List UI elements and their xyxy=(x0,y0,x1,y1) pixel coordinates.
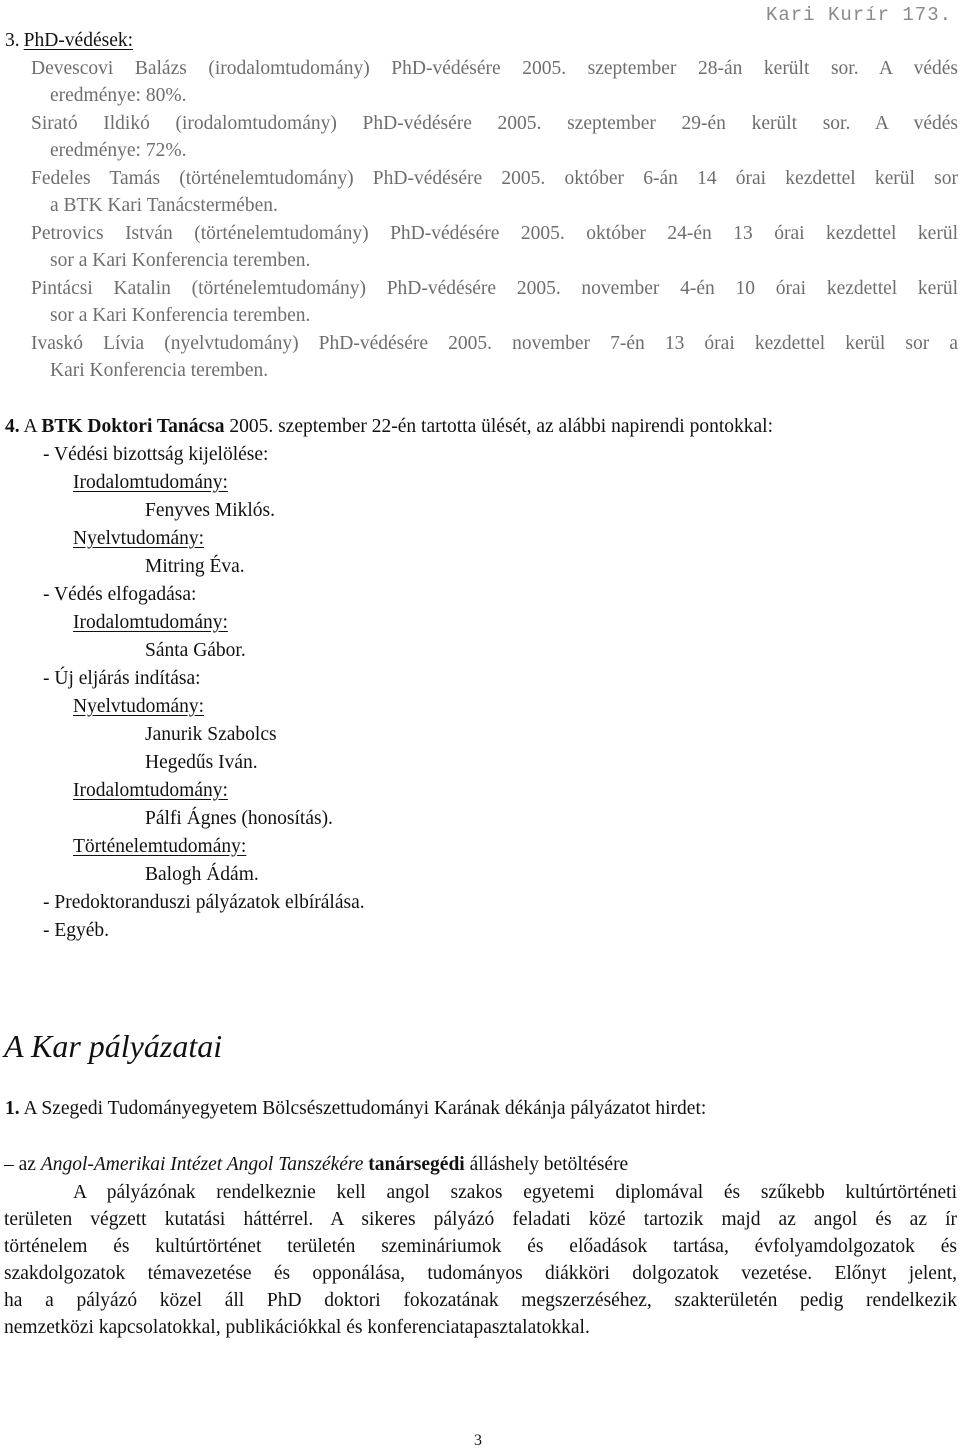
paragraph-line xyxy=(4,1314,590,1341)
defense-entry-line: Devescovi Balázs (irodalomtudomány) PhD-védésére 2005. szeptember 28-án került sor. A védés xyxy=(31,58,958,79)
position-suffix: álláshely betöltésére xyxy=(469,1154,629,1175)
section-4-heading xyxy=(5,413,773,440)
defense-entry-continuation: sor a Kari Konferencia teremben. xyxy=(50,305,311,326)
agenda-name: Fenyves Miklós. xyxy=(145,500,276,521)
section-4-bold-title: BTK Doktori Tanácsa xyxy=(41,416,225,437)
paragraph-line-text: nemzetközi kapcsolatokkal, publikációkkal és konferenciatapasztalatokkal. xyxy=(4,1317,590,1338)
defense-entry xyxy=(31,110,958,137)
agenda-field: Nyelvtudomány: xyxy=(73,528,205,549)
paragraph-line xyxy=(4,1206,957,1233)
defense-entry xyxy=(31,220,958,247)
agenda-name: Pálfi Ágnes (honosítás). xyxy=(145,808,333,829)
section-4-lead: A xyxy=(23,416,37,437)
agenda-item: - Védési bizottság kijelölése: xyxy=(43,444,269,465)
defense-entry-continuation: eredménye: 72%. xyxy=(50,140,187,161)
running-header: Kari Kurír 173. xyxy=(765,4,952,26)
agenda-name: Balogh Ádám. xyxy=(145,864,259,885)
paragraph-line xyxy=(73,1179,957,1206)
paragraph-line-text: ha a pályázó közel áll PhD doktori fokozatának megszerzéséhez, szakterületén pedig rendelkezik xyxy=(4,1290,957,1311)
call-intro-text: A Szegedi Tudományegyetem Bölcsészettudományi Karának dékánja pályázatot hirdet: xyxy=(23,1098,707,1119)
agenda-name: Mitring Éva. xyxy=(145,556,245,577)
agenda-name: Hegedűs Iván. xyxy=(145,752,258,773)
defense-entry-continuation: eredménye: 80%. xyxy=(50,85,187,106)
agenda-field: Nyelvtudomány: xyxy=(73,696,205,717)
agenda-item: - Predoktoranduszi pályázatok elbírálása. xyxy=(43,892,365,913)
paragraph-line-text: szakdolgozatok témavezetése és opponálása, tudományos diákköri dolgozatok vezetése. Előnyt jelent, xyxy=(4,1263,957,1284)
agenda-name: Janurik Szabolcs xyxy=(145,724,277,745)
agenda-item: - Védés elfogadása: xyxy=(43,584,197,605)
defense-entry-line: Fedeles Tamás (történelemtudomány) PhD-védésére 2005. október 6-án 14 órai kezdettel kerül sor xyxy=(31,168,958,189)
defense-entry-line: Ivaskó Lívia (nyelvtudomány) PhD-védésére 2005. november 7-én 13 órai kezdettel kerül sor a xyxy=(31,333,958,354)
section-heading-kar-palyazatai: A Kar pályázatai xyxy=(4,1028,223,1064)
paragraph-line xyxy=(4,1287,957,1314)
section-3-title: PhD-védések: xyxy=(23,30,134,51)
section-3-number: 3. xyxy=(5,30,20,51)
agenda-item: - Új eljárás indítása: xyxy=(43,668,201,689)
agenda-field: Történelemtudomány: xyxy=(73,836,247,857)
defense-entry-continuation: sor a Kari Konferencia teremben. xyxy=(50,250,311,271)
section-3-heading xyxy=(5,27,133,54)
defense-entry-continuation: a BTK Kari Tanácstermében. xyxy=(50,195,278,216)
section-4-number: 4. xyxy=(5,416,20,437)
paragraph-line xyxy=(4,1233,957,1260)
paragraph-line-text: A pályázónak rendelkeznie kell angol szakos egyetemi diplomával és szűkebb kultúrtörténeti xyxy=(73,1182,957,1203)
page-number: 3 xyxy=(474,1432,482,1449)
agenda-field: Irodalomtudomány: xyxy=(73,780,228,801)
paragraph-line xyxy=(4,1260,957,1287)
paragraph-line-text: történelem és kultúrtörténet területén szemináriumok és előadások tartása, évfolyamdolgozatok és xyxy=(4,1236,957,1257)
defense-entry xyxy=(31,165,958,192)
defense-entry-line: Petrovics István (történelemtudomány) PhD-védésére 2005. október 24-én 13 órai kezdettel kerül xyxy=(31,223,958,244)
agenda-item: - Egyéb. xyxy=(43,920,110,941)
defense-entry-line: Sirató Ildikó (irodalomtudomány) PhD-védésére 2005. szeptember 29-én került sor. A védés xyxy=(31,113,958,134)
position-institute: Angol-Amerikai Intézet Angol Tanszékére xyxy=(40,1154,364,1175)
position-prefix: – az xyxy=(4,1154,36,1175)
position-role: tanársegédi xyxy=(368,1154,465,1175)
defense-entry xyxy=(31,330,958,357)
position-line xyxy=(4,1151,628,1178)
agenda-field: Irodalomtudomány: xyxy=(73,472,228,493)
defense-entry xyxy=(31,55,958,82)
call-item-number: 1. xyxy=(5,1098,20,1119)
agenda-field: Irodalomtudomány: xyxy=(73,612,228,633)
section-4-rest: 2005. szeptember 22-én tartotta ülését, az alábbi napirendi pontokkal: xyxy=(229,416,773,437)
agenda-name: Sánta Gábor. xyxy=(145,640,246,661)
defense-entry xyxy=(31,275,958,302)
call-intro xyxy=(5,1095,706,1122)
defense-entry-continuation: Kari Konferencia teremben. xyxy=(50,360,269,381)
paragraph-line-text: területen végzett kutatási háttérrel. A sikeres pályázó feladati közé tartozik majd az angol és az ír xyxy=(4,1209,957,1230)
defense-entry-line: Pintácsi Katalin (történelemtudomány) PhD-védésére 2005. november 4-én 10 órai kezdettel kerül xyxy=(31,278,958,299)
